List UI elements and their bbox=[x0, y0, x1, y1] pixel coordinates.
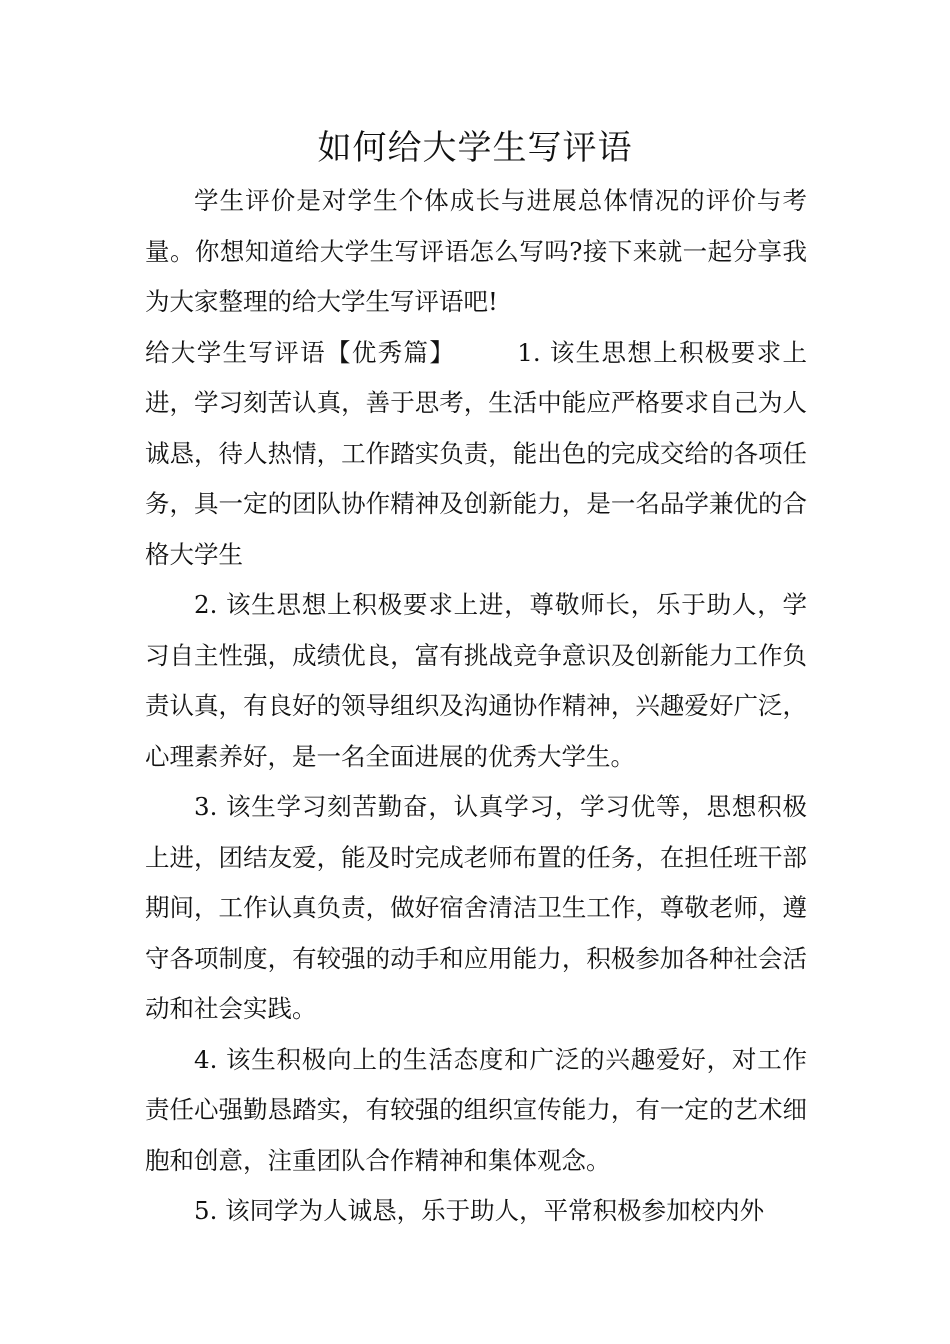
comment-item-1: 1. 该生思想上积极要求上进，学习刻苦认真，善于思考，生活中能应严格要求自己为人诚恳，待人热情，工作踏实负责，能出色的完成交给的各项任务，具一定的团队协作精神及创新能力，是一名品学兼优的合格大学生 bbox=[145, 337, 808, 569]
document-body bbox=[145, 176, 807, 1237]
comment-item-2: 2. 该生思想上积极要求上进，尊敬师长，乐于助人，学习自主性强，成绩优良，富有挑战竞争意识及创新能力工作负责认真，有良好的领导组织及沟通协作精神，兴趣爱好广泛，心理素养好，是一名全面进展的优秀大学生。 bbox=[145, 590, 807, 771]
comment-item-3: 3. 该生学习刻苦勤奋，认真学习，学习优等，思想积极上进，团结友爱，能及时完成老师布置的任务，在担任班干部期间，工作认真负责，做好宿舍清洁卫生工作，尊敬老师，遵守各项制度，有较强的动手和应用能力，积极参加各种社会活动和社会实践。 bbox=[145, 792, 807, 1023]
comment-item-5: 5. 该同学为人诚恳，乐于助人，平常积极参加校内外 bbox=[194, 1196, 765, 1225]
section-heading: 给大学生写评语【优秀篇】 bbox=[145, 337, 456, 367]
document-title: 如何给大学生写评语 bbox=[317, 128, 633, 168]
section-paragraph bbox=[145, 328, 807, 581]
intro-paragraph: 学生评价是对学生个体成长与进展总体情况的评价与考量。你想知道给大学生写评语怎么写吗?接下来就一起分享我为大家整理的给大学生写评语吧! bbox=[145, 186, 807, 316]
comment-item-4: 4. 该生积极向上的生活态度和广泛的兴趣爱好，对工作责任心强勤恳踏实，有较强的组织宣传能力，有一定的艺术细胞和创意，注重团队合作精神和集体观念。 bbox=[145, 1044, 807, 1175]
